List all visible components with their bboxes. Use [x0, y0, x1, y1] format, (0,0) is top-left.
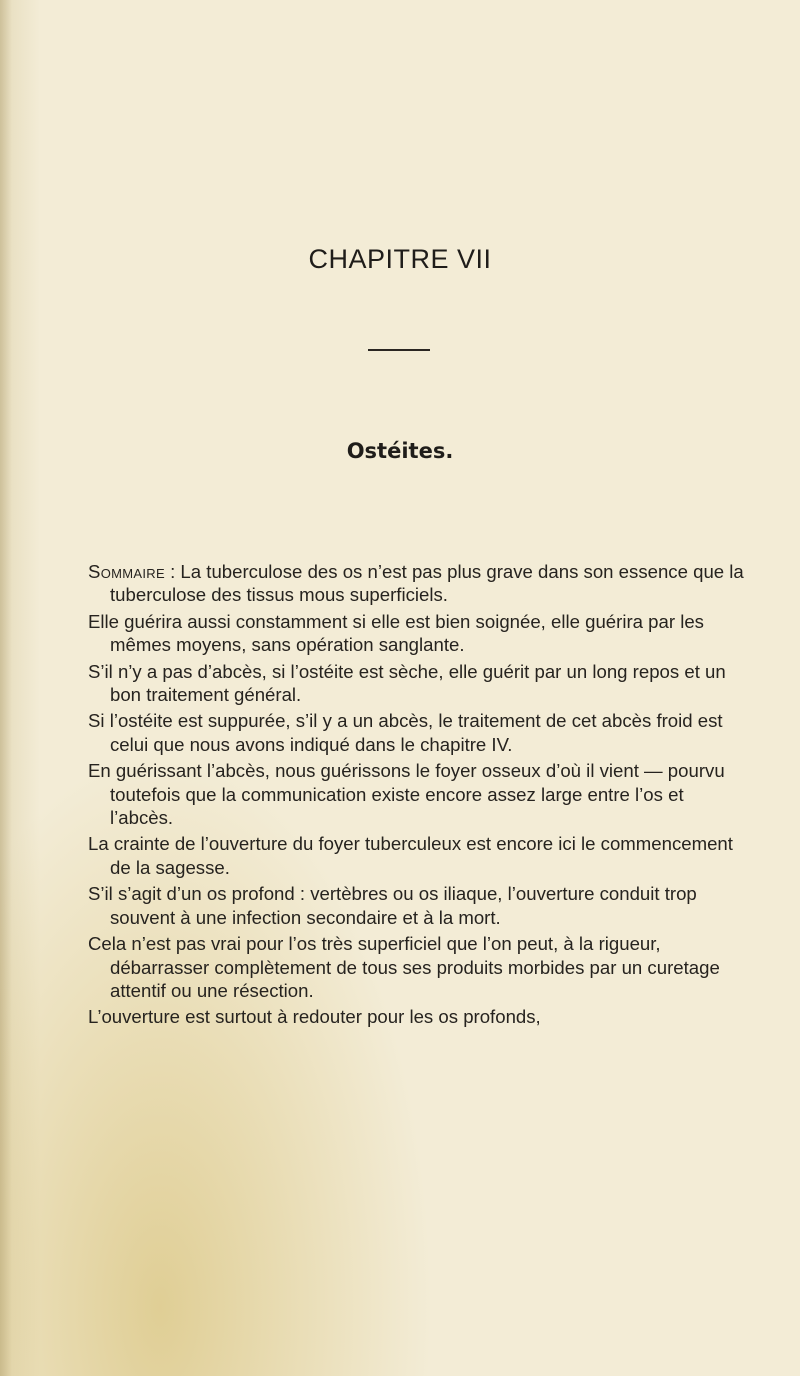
summary-paragraph-text: : La tuberculose des os n’est pas plus grave dans son essence que la tuberculose des tissus mous superficiels.	[110, 561, 744, 606]
page-edge-shadow	[0, 0, 12, 1376]
summary-list	[88, 560, 748, 1032]
summary-label: Sommaire	[88, 561, 165, 582]
summary-paragraph: Elle guérira aussi constamment si elle est bien soignée, elle guérira par les mêmes moyens, sans opération sanglante.	[88, 610, 704, 656]
chapter-title: CHAPITRE VII	[308, 244, 492, 274]
summary-paragraph: Si l’ostéite est suppurée, s’il y a un abcès, le traitement de cet abcès froid est celui que nous avons indiqué dans le chapitre IV.	[88, 710, 723, 755]
title-divider	[368, 349, 430, 351]
summary-paragraph: La crainte de l’ouverture du foyer tuberculeux est encore ici le commencement de la sagesse.	[88, 833, 733, 878]
section-title: Ostéites.	[346, 439, 454, 463]
summary-paragraph	[88, 560, 748, 607]
summary-paragraph: Cela n’est pas vrai pour l’os très superficiel que l’on peut, à la rigueur, débarrasser complètement de tous ses produits morbides par un curetage attentif ou une résection.	[88, 933, 720, 1001]
summary-paragraph: L’ouverture est surtout à redouter pour les os profonds,	[88, 1006, 541, 1028]
summary-paragraph: En guérissant l’abcès, nous guérissons le foyer osseux d’où il vient — pourvu toutefois que la communication existe encore assez large entre l’os et l’abcès.	[88, 760, 725, 829]
summary-paragraph: S’il s’agit d’un os profond : vertèbres ou os iliaque, l’ouverture conduit trop souvent à une infection secondaire et à la mort.	[88, 883, 697, 928]
summary-paragraph: S’il n’y a pas d’abcès, si l’ostéite est sèche, elle guérit par un long repos et un bon traitement général.	[88, 660, 726, 706]
